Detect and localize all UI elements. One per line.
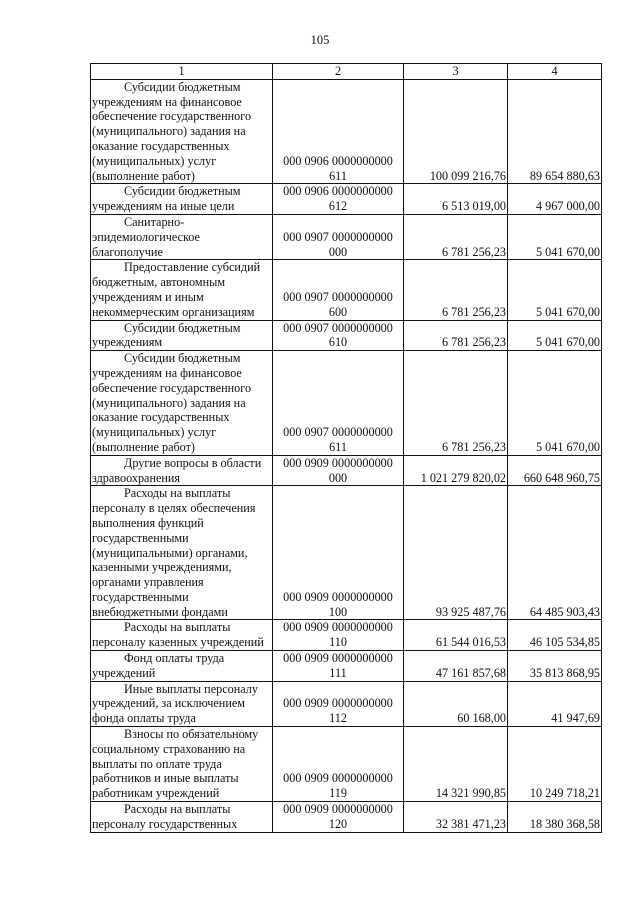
- table-row: [91, 802, 602, 833]
- row-name-cell: [91, 320, 273, 351]
- row-name-cell: [91, 184, 273, 215]
- row-name-line: казенными учреждениями,: [92, 560, 232, 575]
- row-name-line: Санитарно-: [124, 214, 185, 229]
- row-code-cell: [273, 651, 404, 682]
- row-name-line: Расходы на выплаты: [124, 486, 231, 501]
- column-header-1: 1: [91, 64, 273, 80]
- row-code-line: 000 0909 0000000000: [283, 455, 393, 470]
- row-name-line: учреждениям на иные цели: [92, 199, 235, 214]
- row-name-line: (муниципальных) услуг: [92, 425, 217, 440]
- table-row: [91, 651, 602, 682]
- row-code-line: 000 0909 0000000000: [283, 620, 393, 635]
- column-header-4: 4: [508, 64, 602, 80]
- row-name-line: выполнения функций: [92, 515, 204, 530]
- row-name-line: Иные выплаты персоналу: [124, 681, 258, 696]
- row-code-cell: [273, 486, 404, 620]
- row-code-line: 000: [328, 470, 348, 485]
- row-code-line: 000 0906 0000000000: [283, 184, 393, 199]
- row-name-cell: [91, 214, 273, 259]
- row-code-line: 600: [328, 304, 348, 319]
- row-name-line: оказание государственных: [92, 138, 230, 153]
- row-name-line: обеспечение государственного: [92, 109, 252, 124]
- row-code-line: 000 0909 0000000000: [283, 696, 393, 711]
- row-value-col3: 61 544 016,53: [404, 620, 508, 651]
- column-header-2: 2: [273, 64, 404, 80]
- row-code-cell: [273, 727, 404, 802]
- row-name-line: выплаты по оплате труда: [92, 756, 222, 771]
- row-value-col3: 6 781 256,23: [404, 260, 508, 320]
- table-row: [91, 620, 602, 651]
- row-value-col4: 5 041 670,00: [508, 351, 602, 456]
- row-name-line: работникам учреждений: [92, 786, 220, 801]
- row-name-line: бюджетным, автономным: [92, 275, 226, 290]
- row-code-cell: [273, 214, 404, 259]
- row-code-line: 000 0906 0000000000: [283, 153, 393, 168]
- table-row: [91, 727, 602, 802]
- row-name-line: Взносы по обязательному: [124, 727, 259, 742]
- row-code-line: 119: [329, 786, 347, 801]
- row-name-line: (муниципального) задания на: [92, 395, 246, 410]
- row-value-col4: 660 648 960,75: [508, 455, 602, 486]
- row-name-line: (выполнение работ): [92, 168, 195, 183]
- row-code-cell: [273, 79, 404, 184]
- table-body: [91, 64, 602, 833]
- row-name-line: некоммерческим организациям: [92, 304, 255, 319]
- row-value-col3: 6 513 019,00: [404, 184, 508, 215]
- row-name-line: учреждениям и иным: [92, 289, 204, 304]
- row-name-cell: [91, 351, 273, 456]
- row-name-line: фонда оплаты труда: [92, 711, 196, 726]
- row-name-line: Расходы на выплаты: [124, 802, 231, 817]
- row-name-line: учреждениям: [92, 335, 163, 350]
- row-code-line: 000 0907 0000000000: [283, 229, 393, 244]
- budget-table: [90, 63, 602, 833]
- row-name-line: учреждениям на финансовое: [92, 365, 242, 380]
- row-code-line: 120: [328, 816, 348, 831]
- row-code-line: 000: [328, 244, 348, 259]
- row-name-line: Субсидии бюджетным: [124, 184, 241, 199]
- row-value-col3: 47 161 857,68: [404, 651, 508, 682]
- row-name-cell: [91, 651, 273, 682]
- row-name-line: Другие вопросы в области: [124, 455, 262, 470]
- table-row: [91, 79, 602, 184]
- row-name-line: (муниципального) задания на: [92, 124, 246, 139]
- row-value-col4: 46 105 534,85: [508, 620, 602, 651]
- row-code-line: 110: [329, 635, 347, 650]
- row-name-line: персоналу казенных учреждений: [92, 635, 264, 650]
- row-value-col3: 6 781 256,23: [404, 351, 508, 456]
- row-name-line: здравоохранения: [92, 470, 181, 485]
- row-value-col4: 10 249 718,21: [508, 727, 602, 802]
- row-name-cell: [91, 455, 273, 486]
- row-name-cell: [91, 79, 273, 184]
- row-value-col4: 41 947,69: [508, 681, 602, 726]
- row-name-line: работников и иные выплаты: [92, 771, 239, 786]
- row-name-line: оказание государственных: [92, 410, 230, 425]
- row-name-cell: [91, 620, 273, 651]
- row-value-col4: 4 967 000,00: [508, 184, 602, 215]
- table-row: [91, 184, 602, 215]
- table-row: [91, 681, 602, 726]
- row-value-col3: 100 099 216,76: [404, 79, 508, 184]
- row-code-cell: [273, 620, 404, 651]
- row-value-col3: 93 925 487,76: [404, 486, 508, 620]
- row-name-line: государственными: [92, 530, 189, 545]
- row-code-line: 000 0909 0000000000: [283, 771, 393, 786]
- row-name-cell: [91, 486, 273, 620]
- row-name-cell: [91, 802, 273, 833]
- table-row: [91, 260, 602, 320]
- row-value-col3: 6 781 256,23: [404, 214, 508, 259]
- row-value-col3: 60 168,00: [404, 681, 508, 726]
- row-name-cell: [91, 681, 273, 726]
- row-code-cell: [273, 320, 404, 351]
- row-code-line: 000 0909 0000000000: [283, 589, 393, 604]
- row-name-line: (муниципальных) услуг: [92, 153, 217, 168]
- row-name-line: (выполнение работ): [92, 439, 195, 454]
- column-header-3: 3: [404, 64, 508, 80]
- row-name-line: обеспечение государственного: [92, 380, 252, 395]
- table-row: [91, 214, 602, 259]
- row-code-cell: [273, 260, 404, 320]
- row-code-line: 000 0907 0000000000: [283, 289, 393, 304]
- row-name-line: Расходы на выплаты: [124, 620, 231, 635]
- row-name-line: (муниципальными) органами,: [92, 545, 248, 560]
- row-name-line: Субсидии бюджетным: [124, 351, 241, 366]
- row-code-cell: [273, 455, 404, 486]
- row-code-line: 000 0909 0000000000: [283, 802, 393, 817]
- row-value-col4: 18 380 368,58: [508, 802, 602, 833]
- table-header-row: [91, 64, 602, 80]
- row-name-line: персоналу в целях обеспечения: [92, 501, 256, 516]
- row-value-col3: 1 021 279 820,02: [404, 455, 508, 486]
- row-code-line: 610: [328, 335, 348, 350]
- row-name-line: Фонд оплаты труда: [124, 651, 225, 666]
- row-code-line: 612: [328, 199, 348, 214]
- row-name-line: учреждений: [92, 665, 156, 680]
- table-row: [91, 320, 602, 351]
- row-code-line: 000 0907 0000000000: [283, 425, 393, 440]
- row-code-line: 000 0907 0000000000: [283, 320, 393, 335]
- row-value-col4: 89 654 880,63: [508, 79, 602, 184]
- row-name-line: Субсидии бюджетным: [124, 79, 241, 94]
- table-row: [91, 486, 602, 620]
- row-name-line: благополучие: [92, 244, 163, 259]
- row-code-line: 000 0909 0000000000: [283, 651, 393, 666]
- row-name-line: органами управления: [92, 575, 204, 590]
- row-name-line: учреждений, за исключением: [92, 696, 245, 711]
- table-row: [91, 351, 602, 456]
- row-code-line: 111: [329, 665, 347, 680]
- row-value-col4: 5 041 670,00: [508, 260, 602, 320]
- row-name-line: внебюджетными фондами: [92, 604, 228, 619]
- row-code-cell: [273, 351, 404, 456]
- page-number: 105: [310, 33, 330, 47]
- row-value-col4: 64 485 903,43: [508, 486, 602, 620]
- row-name-line: Субсидии бюджетным: [124, 320, 241, 335]
- row-code-line: 611: [329, 168, 347, 183]
- row-value-col3: 6 781 256,23: [404, 320, 508, 351]
- row-code-cell: [273, 184, 404, 215]
- row-value-col3: 32 381 471,23: [404, 802, 508, 833]
- row-name-cell: [91, 260, 273, 320]
- row-code-line: 112: [329, 711, 347, 726]
- row-name-line: персоналу государственных: [92, 816, 238, 831]
- row-value-col3: 14 321 990,85: [404, 727, 508, 802]
- row-name-line: учреждениям на финансовое: [92, 94, 242, 109]
- table-row: [91, 455, 602, 486]
- row-name-line: государственными: [92, 589, 189, 604]
- row-value-col4: 5 041 670,00: [508, 214, 602, 259]
- row-value-col4: 35 813 868,95: [508, 651, 602, 682]
- row-name-cell: [91, 727, 273, 802]
- row-code-line: 100: [328, 604, 348, 619]
- row-name-line: социальному страхованию на: [92, 741, 246, 756]
- row-value-col4: 5 041 670,00: [508, 320, 602, 351]
- row-name-line: эпидемиологическое: [92, 229, 200, 244]
- row-name-line: Предоставление субсидий: [124, 260, 261, 275]
- row-code-cell: [273, 681, 404, 726]
- row-code-cell: [273, 802, 404, 833]
- row-code-line: 611: [329, 439, 347, 454]
